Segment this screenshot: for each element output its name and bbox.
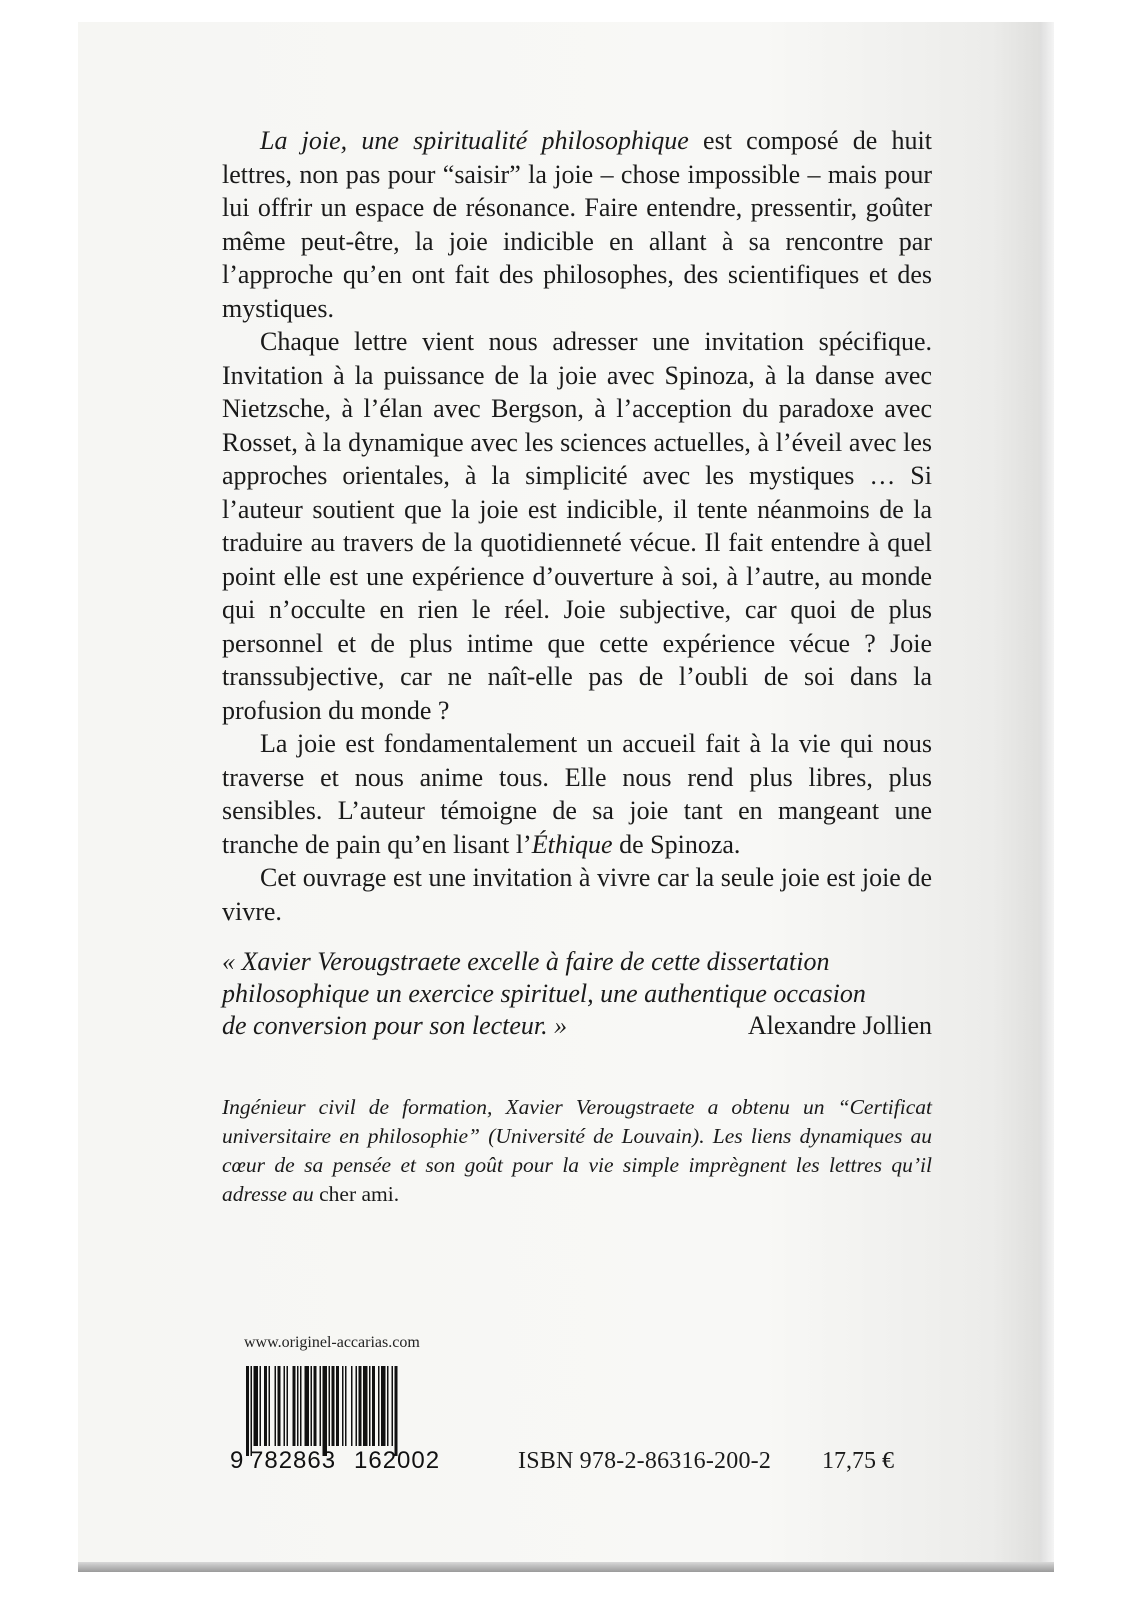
blurb-paragraph-1 [222, 124, 932, 325]
barcode-bar [269, 1366, 271, 1446]
barcode-bar [300, 1366, 302, 1446]
barcode-bar [351, 1366, 353, 1446]
barcode-digits-left: 782863 [250, 1447, 337, 1472]
barcode-bar [332, 1366, 335, 1446]
author-bio-end: cher ami. [313, 1182, 400, 1206]
barcode-bar [251, 1366, 253, 1456]
quote-line-2: philosophique un exercice spirituel, une authentique occasion [222, 979, 866, 1008]
barcode-bar [284, 1366, 286, 1446]
barcode-bar [293, 1366, 296, 1446]
barcode-bar [254, 1366, 259, 1446]
blurb-paragraph-2: Chaque lettre vient nous adresser une invitation spécifique. Invitation à la puissance de la joie avec Spinoza, à la danse avec Nietzsche, à l’élan avec Bergson, à l’acception du paradoxe avec Rosset, à la dynamique avec les sciences actuelles, à l’éveil avec les approches orientales, à la simplicité avec les mystiques … Si l’auteur soutient que la joie est indicible, il tente néanmoins de la traduire au travers de la quotidienneté vécue. Il fait entendre à quel point elle est une expérience d’ouverture à soi, à l’autre, au monde qui n’occulte en rien le réel. Joie subjective, car quoi de plus personnel et de plus intime que cette expérience vécue ? Joie transsubjective, car ne naît-elle pas de l’oubli de soi dans la profusion du monde ? [222, 327, 932, 725]
quote-line-3-text: de conversion pour son lecteur. » [222, 1011, 568, 1040]
blurb-text [222, 124, 932, 928]
barcode-bar [356, 1366, 358, 1446]
publisher-url[interactable]: www.originel-accarias.com [244, 1334, 420, 1351]
blurb-paragraph-1-text: est composé de huit lettres, non pas pour “saisir” la joie – chose impossible – mais pour lui offrir un espace de résonance. Faire entendre, pressentir, goûter même peut-être, la joie indicible en allant à sa rencontre par l’approche qu’en ont fait des philosophes, des scientifiques et des mystiques. [222, 126, 933, 323]
barcode-bar [314, 1366, 317, 1446]
barcode-bar [275, 1366, 277, 1446]
barcode-bar [359, 1366, 362, 1446]
barcode-bar [392, 1366, 394, 1446]
barcode-bar [387, 1366, 389, 1446]
barcode-bar [372, 1366, 375, 1446]
barcode-bar [329, 1366, 331, 1446]
barcode-bar [323, 1366, 328, 1456]
ethique-title: Éthique [531, 829, 613, 859]
barcode-bar [264, 1366, 267, 1446]
barcode-bar [320, 1366, 322, 1446]
barcode-bar [278, 1366, 281, 1446]
barcode-bar [336, 1366, 339, 1446]
barcode-bar [311, 1366, 313, 1446]
quote-line-1: « Xavier Verougstraete excelle à faire de cette dissertation [222, 947, 830, 976]
quote-line-3 [222, 1010, 932, 1042]
barcode-bar [287, 1366, 289, 1446]
author-bio-text: Ingénieur civil de formation, Xavier Verougstraete a obtenu un “Certificat universitaire en philosophie” (Université de Louvain). Les liens dynamiques au cœur de sa pensée et son goût pour la vie simple imprègnent les lettres qu’il adresse au [222, 1095, 932, 1206]
barcode-bar [369, 1366, 371, 1446]
author-bio [222, 1093, 932, 1209]
barcode-bar [381, 1366, 386, 1446]
price: 17,75 € [822, 1448, 894, 1474]
barcode-bar [305, 1366, 310, 1446]
cover-bottom-shadow [78, 1562, 1054, 1572]
barcode-bar [342, 1366, 344, 1446]
blurb-paragraph-3-text-a: La joie est fondamentalement un accueil fait à la vie qui nous traverse et nous anime tous. Elle nous rend plus libres, plus sensibles. L’auteur témoigne de sa joie tant en mangeant une tranche de pain qu’en lisant l’ [222, 729, 932, 859]
barcode [230, 1362, 460, 1472]
barcode-bars [246, 1366, 398, 1456]
book-title: La joie, une spiritualité philosophique [260, 126, 689, 155]
barcode-bar [297, 1366, 299, 1446]
blurb-paragraph-3-text-b: de Spinoza. [612, 829, 741, 859]
barcode-bar [260, 1366, 262, 1446]
barcode-bar [363, 1366, 368, 1446]
barcode-digit-first: 9 [230, 1447, 244, 1472]
blurb-paragraph-3 [222, 727, 932, 861]
barcode-bar [345, 1366, 347, 1446]
barcode-bar [395, 1366, 398, 1456]
barcode-bar [378, 1366, 380, 1446]
endorsement-quote [222, 946, 932, 1042]
barcode-bar [246, 1366, 249, 1456]
quote-author: Alexandre Jollien [747, 1011, 932, 1040]
cover-edge-shadow [1040, 22, 1054, 1572]
isbn: ISBN 978-2-86316-200-2 [518, 1448, 772, 1474]
blurb-paragraph-4: Cet ouvrage est une invitation à vivre car la seule joie est joie de vivre. [222, 863, 932, 926]
barcode-digits-right: 162002 [354, 1447, 441, 1472]
